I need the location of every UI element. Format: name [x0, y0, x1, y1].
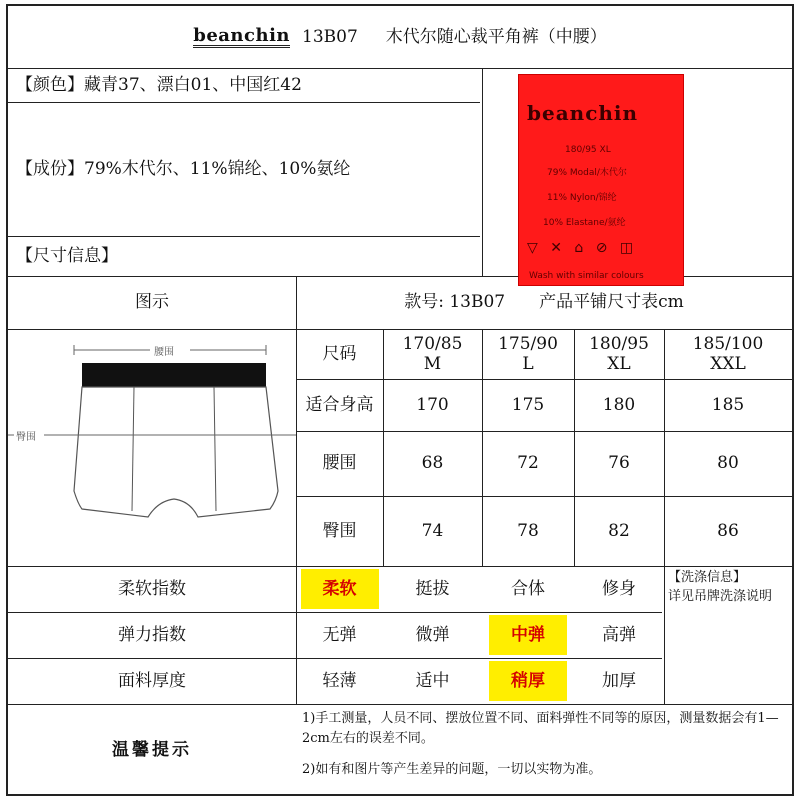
size-header-l	[482, 329, 574, 379]
table-cell: 74	[421, 520, 444, 541]
size-code: 170/85	[402, 333, 463, 354]
table-cell: 180	[602, 394, 636, 415]
size-letter: M	[423, 354, 442, 374]
wash-symbols-icon: ▽ ✕ ⌂ ⊘ ◫	[527, 240, 638, 256]
model-number: 13B07	[302, 26, 358, 47]
wash-info-text: 详见吊牌洗涤说明	[668, 588, 773, 604]
thickness-label: 面料厚度	[118, 670, 186, 691]
care-tag-wash-note: Wash with similar colours	[529, 271, 644, 281]
color-row	[8, 68, 482, 102]
tips-note-2: 2)如有和图片等产生差异的问题，一切以实物为准。	[302, 762, 602, 777]
size-code: 185/100	[692, 333, 764, 354]
care-tag-line: 79% Modal/木代尔	[547, 168, 627, 178]
care-tag-image	[518, 74, 684, 286]
care-tag-size: 180/95 XL	[565, 145, 611, 155]
elasticity-option: 无弹	[322, 624, 357, 645]
row-label-waist: 腰围	[322, 453, 357, 474]
composition-row	[8, 102, 482, 236]
size-header-m	[383, 329, 482, 379]
hip-label: 臀围	[16, 432, 36, 443]
softness-option: 合体	[511, 578, 545, 599]
elasticity-label: 弹力指数	[118, 624, 186, 645]
brand-logo: beanchin	[193, 24, 290, 46]
size-letter: XXL	[710, 354, 746, 374]
option-text: 柔软	[301, 569, 379, 609]
tips-note-1: 1)手工测量，人员不同、摆放位置不同、面料弹性不同等的原因，测量数据会有1—2cm左右的误差不同。	[302, 711, 779, 747]
color-value: 藏青37、漂白01、中国红42	[84, 74, 302, 95]
row-label-height: 适合身高	[305, 394, 374, 415]
size-header-xl	[574, 329, 664, 379]
composition-value: 79%木代尔、11%锦纶、10%氨纶	[84, 158, 351, 179]
table-cell: 175	[511, 394, 545, 415]
size-code: 180/95	[589, 333, 649, 354]
softness-option: 挺拔	[415, 578, 450, 599]
thickness-option-selected	[482, 658, 574, 704]
wash-info	[668, 569, 788, 607]
softness-option-selected	[296, 566, 383, 612]
tips-label: 温馨提示	[112, 739, 192, 760]
table-cell: 78	[517, 520, 539, 541]
size-letter: L	[522, 354, 534, 374]
boxer-diagram	[8, 329, 296, 566]
softness-label: 柔软指数	[118, 578, 186, 599]
table-cell: 185	[711, 394, 745, 415]
diagram-header: 图示	[135, 292, 169, 313]
row-label-hip: 臀围	[322, 520, 357, 541]
color-label: 【颜色】	[16, 74, 84, 95]
table-cell: 82	[608, 520, 630, 541]
care-tag-line: 10% Elastane/氨纶	[543, 218, 626, 228]
header	[8, 6, 792, 68]
divider	[664, 566, 665, 704]
boxer-outline-icon	[8, 329, 296, 566]
waist-label: 腰围	[154, 347, 174, 358]
wash-info-title: 【洗涤信息】	[668, 570, 747, 585]
size-letter: XL	[607, 354, 631, 374]
table-cell: 68	[421, 453, 444, 474]
table-cell: 76	[608, 453, 630, 474]
product-name: 木代尔随心裁平角裤（中腰）	[385, 26, 607, 47]
table-cell: 86	[717, 520, 739, 541]
size-table-header: 款号: 13B07 产品平铺尺寸表cm	[404, 292, 684, 313]
table-cell: 170	[416, 394, 449, 415]
composition-label: 【成份】	[16, 158, 84, 179]
product-spec-sheet	[6, 4, 794, 796]
thickness-option: 轻薄	[322, 670, 357, 691]
divider	[482, 68, 483, 276]
size-col-header: 尺码	[322, 343, 357, 364]
care-tag-brand: beanchin	[527, 101, 639, 125]
thickness-option: 加厚	[602, 670, 636, 691]
option-text: 稍厚	[489, 661, 567, 701]
table-cell: 72	[517, 453, 539, 474]
thickness-option: 适中	[415, 670, 450, 691]
elasticity-option: 高弹	[602, 624, 636, 645]
size-code: 175/90	[498, 333, 558, 354]
elasticity-option: 微弹	[415, 624, 450, 645]
size-info-heading	[8, 236, 482, 276]
care-tag-line: 11% Nylon/锦纶	[547, 193, 617, 203]
option-text: 中弹	[489, 615, 567, 655]
softness-option: 修身	[602, 578, 636, 599]
size-header-xxl	[664, 329, 792, 379]
table-cell: 80	[717, 453, 739, 474]
elasticity-option-selected	[482, 612, 574, 658]
size-info-label: 【尺寸信息】	[16, 245, 118, 266]
